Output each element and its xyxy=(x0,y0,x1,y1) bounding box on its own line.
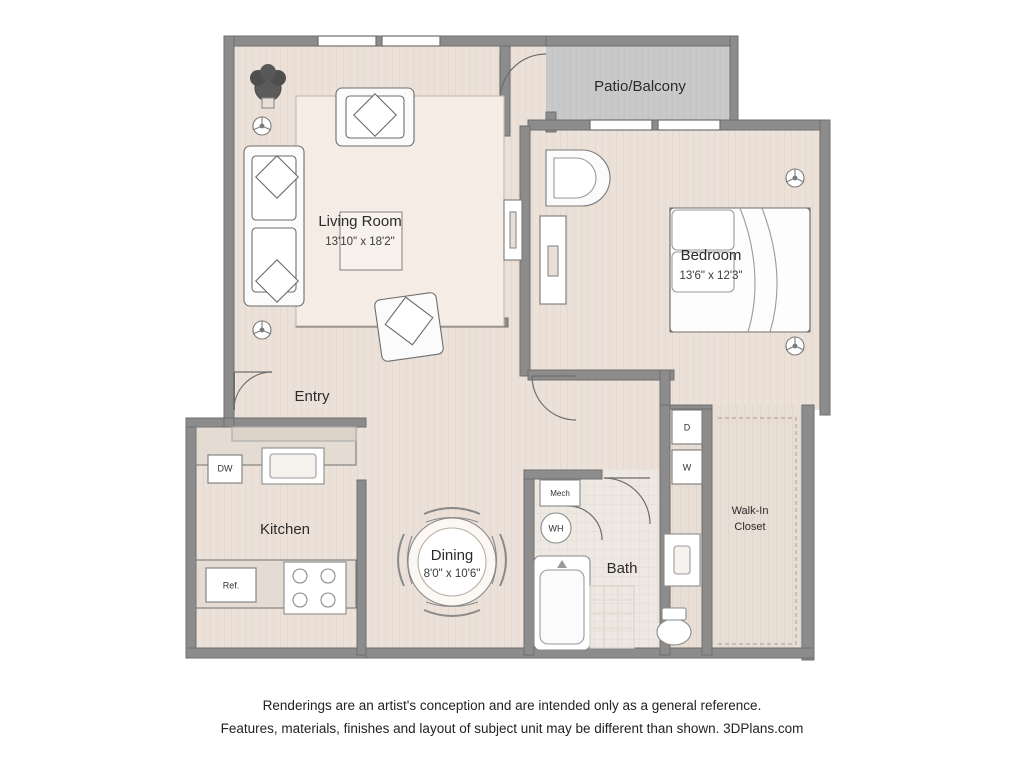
label-patio-balcony: Patio/Balcony xyxy=(594,77,686,95)
label-kitchen: Kitchen xyxy=(259,520,311,538)
ceiling-fixture-icon xyxy=(253,117,271,135)
label-dryer: D xyxy=(683,422,691,433)
label-dishwasher: DW xyxy=(217,463,233,474)
label-bath: Bath xyxy=(606,559,638,577)
ceiling-fixture-icon xyxy=(253,321,271,339)
ceiling-fixture-icon xyxy=(786,337,804,355)
label-refrigerator: Ref. xyxy=(222,580,240,591)
label-washer: W xyxy=(682,462,692,473)
label-walk-in: Walk-In xyxy=(731,504,769,517)
label-bedroom-dim: 13'6" x 12'3" xyxy=(679,270,743,283)
label-mech: Mech xyxy=(550,489,570,499)
label-closet: Closet xyxy=(734,520,766,533)
label-living-room: Living Room xyxy=(318,212,402,230)
disclaimer-line-1: Renderings are an artist's conception and are intended only as a general reference. xyxy=(262,698,762,713)
label-entry: Entry xyxy=(294,387,330,405)
label-dining-dim: 8'0" x 10'6" xyxy=(423,568,481,581)
label-living-room-dim: 13'10" x 18'2" xyxy=(325,236,395,249)
label-water-heater: WH xyxy=(548,523,564,534)
disclaimer-line-2: Features, materials, finishes and layout of subject unit may be different than shown. 3DPlans.com xyxy=(220,721,804,736)
label-bedroom: Bedroom xyxy=(680,246,742,264)
label-dining: Dining xyxy=(430,546,474,564)
ceiling-fixture-icon xyxy=(786,169,804,187)
